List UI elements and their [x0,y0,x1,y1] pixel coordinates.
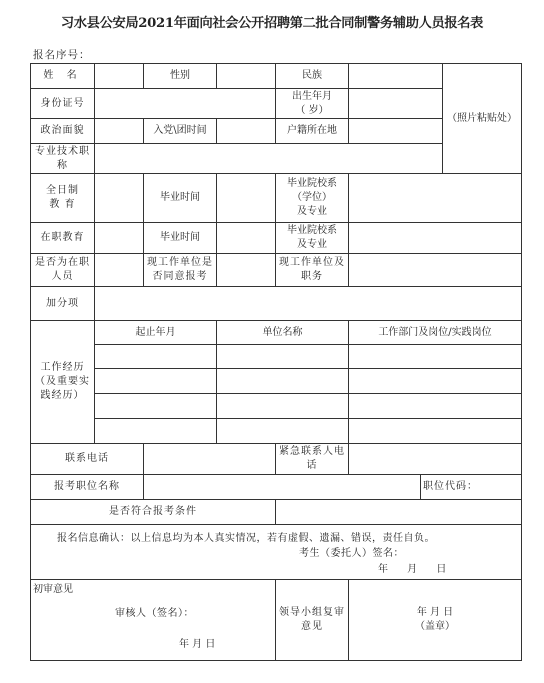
registration-form-table [30,63,522,661]
work-history-period-cell[interactable] [95,419,217,444]
fulltime-education-line2: 教 育 [49,199,76,210]
fulltime-school-major-label [276,174,349,223]
fulltime-school-line3: 及专业 [297,206,327,217]
political-status-field[interactable] [95,119,144,144]
current-employer-label: 现工作单位及职务 [276,254,349,287]
declaration-text: 报名信息确认：以上信息均为本人真实情况，若有虚假、遗漏、错误，责任自负。 [57,533,435,544]
name-field[interactable] [95,64,144,89]
gender-field[interactable] [217,64,276,89]
fulltime-grad-time-label: 毕业时间 [144,174,217,223]
is-employed-label: 是否为在职人员 [31,254,95,287]
household-field[interactable] [349,119,443,144]
photo-placeholder[interactable]: （照片粘贴处） [443,64,522,174]
position-code-label[interactable]: 职位代码： [421,475,522,500]
id-number-label: 身份证号 [31,89,95,119]
id-number-field[interactable] [95,89,276,119]
fulltime-school-line2: （学位） [292,192,332,203]
birth-date-label [276,89,349,119]
work-history-period-cell[interactable] [95,345,217,369]
party-join-time-label: 入党\团时间 [144,119,217,144]
work-history-period-cell[interactable] [95,394,217,419]
fulltime-school-line1: 毕业院校系 [287,178,337,189]
seal-label: （盖章） [415,621,455,632]
work-history-post-cell[interactable] [349,394,522,419]
employer-agree-label: 现工作单位是否同意报考 [144,254,217,287]
work-history-label: 工作经历（及重要实践经历） [31,321,95,444]
bonus-items-field[interactable] [95,287,522,321]
leader-review-block[interactable] [349,580,522,661]
meets-requirements-field[interactable] [276,500,522,525]
household-label: 户籍所在地 [276,119,349,144]
phone-field[interactable] [144,444,276,475]
leader-review-date: 年 月 日 [416,607,454,618]
form-title: 习水县公安局2021年面向社会公开招聘第二批合同制警务辅助人员报名表 [60,16,484,31]
fulltime-school-major-field[interactable] [349,174,522,223]
onjob-grad-time-label: 毕业时间 [144,223,217,254]
fulltime-education-field[interactable] [95,174,144,223]
bonus-items-label: 加分项 [31,287,95,321]
initial-review-block[interactable] [31,580,276,661]
reviewer-date: 年 月 日 [179,639,216,650]
work-history-unit-cell[interactable] [217,345,349,369]
onjob-education-label: 在职教育 [31,223,95,254]
signature-label[interactable]: 考生（委托人）签名： [299,548,404,559]
work-history-unit-cell[interactable] [217,369,349,394]
gender-label: 性别 [144,64,217,89]
tech-title-field[interactable] [95,144,443,174]
tech-title-label: 专业技术职称 [31,144,95,174]
birth-date-field[interactable] [349,89,443,119]
is-employed-field[interactable] [95,254,144,287]
onjob-education-field[interactable] [95,223,144,254]
position-name-label: 报考职位名称 [31,475,144,500]
unit-name-header: 单位名称 [217,321,349,345]
reviewer-signature-label: 审核人（签名）： [115,608,194,619]
current-employer-field[interactable] [349,254,522,287]
fulltime-education-line1: 全日制 [46,185,79,196]
onjob-school-major-label [276,223,349,254]
age-label-line2: （ 岁） [295,104,329,116]
fulltime-grad-time-field[interactable] [217,174,276,223]
phone-label: 联系电话 [31,444,144,475]
work-history-post-cell[interactable] [349,345,522,369]
declaration-block [31,525,522,580]
period-header: 起止年月 [95,321,217,345]
onjob-school-major-field[interactable] [349,223,522,254]
work-history-post-cell[interactable] [349,419,522,444]
leader-review-label: 领导小组复审意见 [276,580,349,661]
fulltime-education-label [31,174,95,223]
position-name-field[interactable] [144,475,421,500]
serial-number-label: 报名序号： [33,49,91,61]
birth-date-label-line1: 出生年月 [292,90,332,102]
name-label: 姓 名 [31,64,95,89]
work-history-post-cell[interactable] [349,369,522,394]
ethnicity-field[interactable] [349,64,443,89]
initial-review-label: 初审意见 [33,584,73,595]
meets-requirements-label: 是否符合报考条件 [31,500,276,525]
emergency-contact-label: 紧急联系人电话 [276,444,349,475]
work-history-unit-cell[interactable] [217,394,349,419]
political-status-label: 政治面貌 [31,119,95,144]
employer-agree-field[interactable] [217,254,276,287]
department-post-header: 工作部门及岗位/实践岗位 [349,321,522,345]
party-join-time-field[interactable] [217,119,276,144]
emergency-contact-field[interactable] [349,444,522,475]
ethnicity-label: 民族 [276,64,349,89]
onjob-grad-time-field[interactable] [217,223,276,254]
onjob-school-line1: 毕业院校系 [287,225,337,236]
onjob-school-line2: 及专业 [297,239,327,250]
work-history-period-cell[interactable] [95,369,217,394]
work-history-unit-cell[interactable] [217,419,349,444]
signature-date: 年 月 日 [378,564,455,575]
